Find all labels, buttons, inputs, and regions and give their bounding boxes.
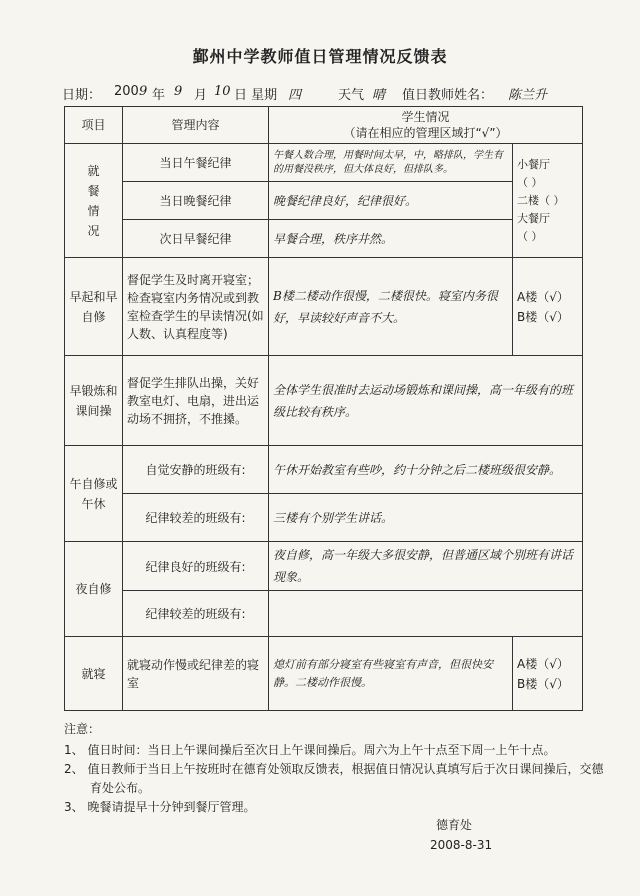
header-situation-note: （请在相应的管理区域打“√”）	[343, 126, 508, 140]
rise-label: 早起和早自修	[65, 258, 123, 356]
dining-side-checkboxes: 小餐厅 （ ） 二楼（ ） 大餐厅 （ ）	[513, 144, 583, 258]
sleep-side-checkboxes: A楼（√） B楼（√）	[513, 637, 583, 711]
noon-poor-handwritten-note: 三楼有个别学生讲话。	[269, 494, 583, 542]
noon-poor-label: 纪律较差的班级有:	[123, 494, 269, 542]
table-row	[65, 542, 583, 591]
note-item-2: 2、 值日教师于当日上午按班时在德育处领取反馈表，根据值日情况认真填写后于次日课间操后，交德育处公布。	[64, 762, 604, 795]
rise-side-checkboxes: A楼（√） B楼（√）	[513, 258, 583, 356]
dinner-handwritten-note: 晚餐纪律良好，纪律很好。	[269, 182, 513, 220]
breakfast-handwritten-note: 早餐合理，秩序井然。	[269, 220, 513, 258]
month-handwritten: 9	[174, 84, 183, 99]
note-item-3: 3、 晚餐请提早十分钟到餐厅管理。	[64, 800, 256, 814]
weekday-handwritten: 四	[288, 88, 302, 103]
evening-label: 夜自修	[65, 542, 123, 637]
notes-section	[64, 720, 604, 817]
issuing-office: 德育处	[436, 818, 473, 832]
sleep-handwritten-note: 熄灯前有部分寝室有些寝室有声音，但很快安静。二楼动作很慢。	[269, 637, 513, 711]
table-row	[65, 356, 583, 446]
exercise-label: 早锻炼和课间操	[65, 356, 123, 446]
lunch-discipline-label: 当日午餐纪律	[123, 144, 269, 182]
lunch-handwritten-note: 午餐人数合理，用餐时间太早，中，略排队，学生有的用餐没秩序，但大体良好，但排队多。	[269, 144, 513, 182]
sleep-label: 就寝	[65, 637, 123, 711]
teacher-label: 值日教师姓名：	[402, 88, 494, 103]
table-row	[65, 220, 583, 258]
date-label: 日期：	[62, 88, 102, 103]
noon-label: 午自修或午休	[65, 446, 123, 542]
sleep-content: 就寝动作慢或纪律差的寝室	[123, 637, 269, 711]
header-situation	[269, 107, 583, 144]
evening-good-handwritten-note: 夜自修，高一年级大多很安静，但普通区域个别班有讲话现象。	[269, 542, 583, 591]
weather-label: 天气	[338, 88, 365, 103]
day-suffix: 日 星期	[234, 88, 278, 103]
exercise-content: 督促学生排队出操，关好教室电灯、电扇，进出运动场不拥挤，不推搡。	[123, 356, 269, 446]
rise-handwritten-note: B楼二楼动作很慢，二楼很快。寝室内务很好，早读较好声音不大。	[269, 258, 513, 356]
breakfast-discipline-label: 次日早餐纪律	[123, 220, 269, 258]
dining-label: 就 餐 情 况	[65, 144, 123, 258]
noon-quiet-handwritten-note: 午休开始教室有些吵，约十分钟之后二楼班级很安静。	[269, 446, 583, 494]
rise-content: 督促学生及时离开寝室；检查寝室内务情况或到教室检查学生的早读情况(如人数、认真程度等)	[123, 258, 269, 356]
evening-poor-handwritten-note	[269, 591, 583, 637]
weather-handwritten: 晴	[372, 88, 386, 103]
header-content: 管理内容	[123, 107, 269, 144]
table-header-row	[65, 107, 583, 144]
header-item: 项目	[65, 107, 123, 144]
year-prefix: 200	[114, 84, 139, 99]
day-handwritten: 10	[214, 84, 231, 99]
table-row	[65, 637, 583, 711]
table-row	[65, 182, 583, 220]
form-title: 鄞州中学教师值日管理情况反馈表	[192, 47, 448, 66]
year-handwritten: 9	[139, 84, 148, 99]
teacher-name-signature: 陈兰升	[508, 88, 548, 103]
evening-good-label: 纪律良好的班级有:	[123, 542, 269, 591]
table-row	[65, 446, 583, 494]
info-line	[62, 82, 582, 104]
notes-title: 注意：	[64, 722, 101, 736]
noon-quiet-label: 自觉安静的班级有:	[123, 446, 269, 494]
note-item-1: 1、 值日时间：当日上午课间操后至次日上午课间操后。周六为上午十点至下周一上午十点。	[64, 743, 556, 757]
feedback-table	[64, 106, 583, 711]
header-situation-title: 学生情况	[401, 110, 450, 124]
table-row	[65, 591, 583, 637]
table-row	[65, 258, 583, 356]
issue-date: 2008-8-31	[430, 838, 493, 852]
evening-poor-label: 纪律较差的班级有:	[123, 591, 269, 637]
table-row	[65, 494, 583, 542]
year-suffix: 年	[152, 88, 166, 103]
dinner-discipline-label: 当日晚餐纪律	[123, 182, 269, 220]
table-row	[65, 144, 583, 182]
month-suffix: 月	[194, 88, 208, 103]
exercise-handwritten-note: 全体学生很准时去运动场锻炼和课间操，高一年级有的班级比较有秩序。	[269, 356, 583, 446]
